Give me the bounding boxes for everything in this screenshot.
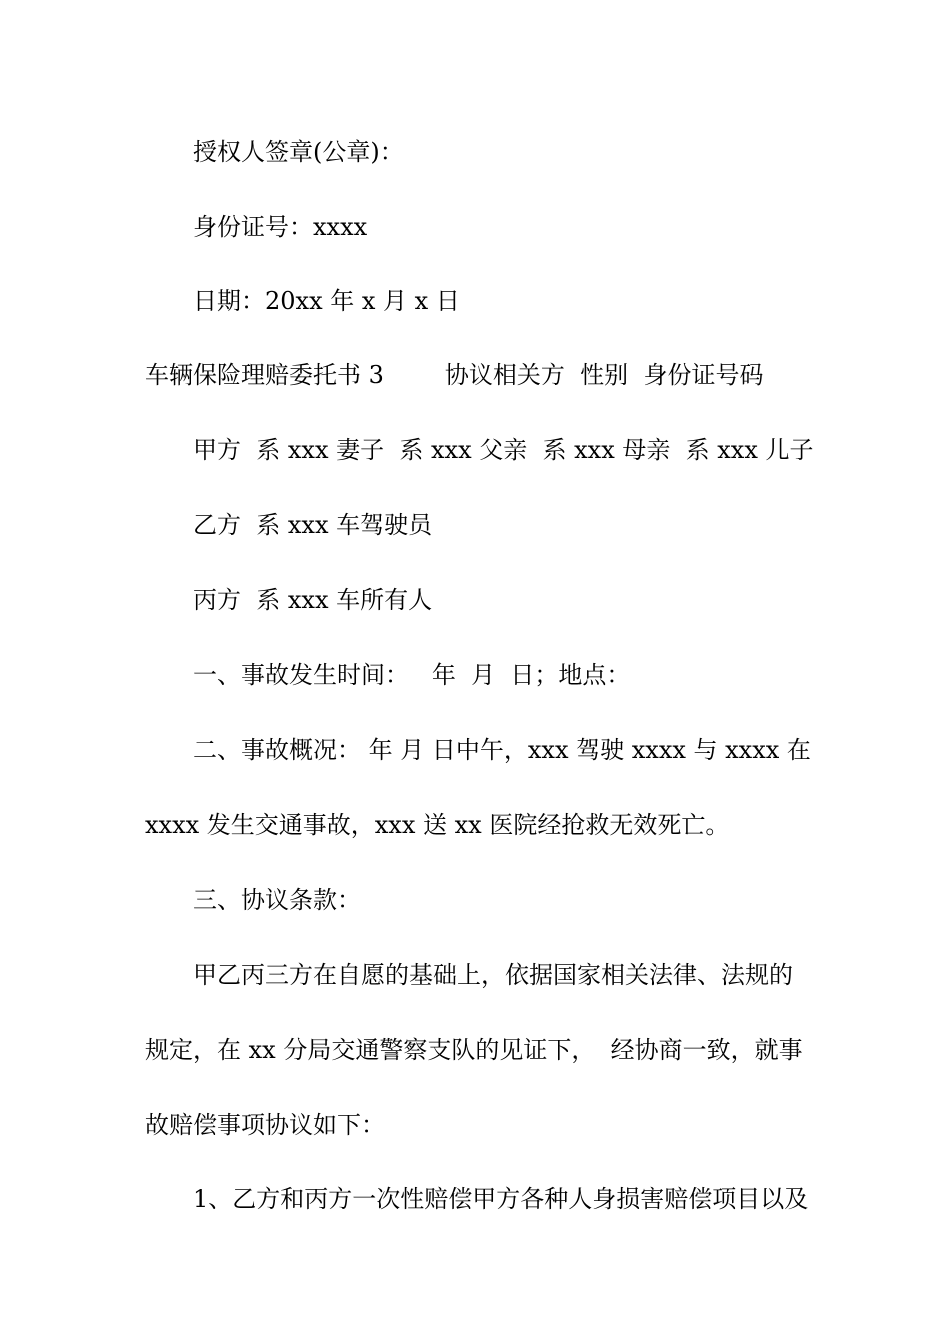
agreement-paragraph-line-2: 规定，在 xx 分局交通警察支队的见证下， 经协商一致，就事 xyxy=(145,1036,803,1064)
id-number-line: 身份证号：xxxx xyxy=(193,213,368,241)
signature-line: 授权人签章(公章)： xyxy=(193,138,404,166)
section-title-line: 车辆保险理赔委托书 3 协议相关方 性别 身份证号码 xyxy=(145,361,764,389)
agreement-paragraph-line-1: 甲乙丙三方在自愿的基础上，依据国家相关法律、法规的 xyxy=(193,961,793,989)
agreement-terms-heading: 三、协议条款： xyxy=(193,886,361,914)
accident-summary-line-1: 二、事故概况： 年 月 日中午，xxx 驾驶 xxxx 与 xxxx 在 xyxy=(193,736,811,764)
agreement-paragraph-line-3: 故赔偿事项协议如下： xyxy=(145,1111,385,1139)
date-line: 日期：20xx 年 x 月 x 日 xyxy=(193,287,460,315)
term-1-line: 1、乙方和丙方一次性赔偿甲方各种人身损害赔偿项目以及 xyxy=(193,1185,809,1213)
accident-time-line: 一、事故发生时间： 年 月 日；地点： xyxy=(193,661,631,689)
party-c-line: 丙方 系 xxx 车所有人 xyxy=(193,586,433,614)
accident-summary-line-2: xxxx 发生交通事故，xxx 送 xx 医院经抢救无效死亡。 xyxy=(145,811,730,839)
party-b-line: 乙方 系 xxx 车驾驶员 xyxy=(193,511,433,539)
party-a-line: 甲方 系 xxx 妻子 系 xxx 父亲 系 xxx 母亲 系 xxx 儿子 xyxy=(193,436,814,464)
